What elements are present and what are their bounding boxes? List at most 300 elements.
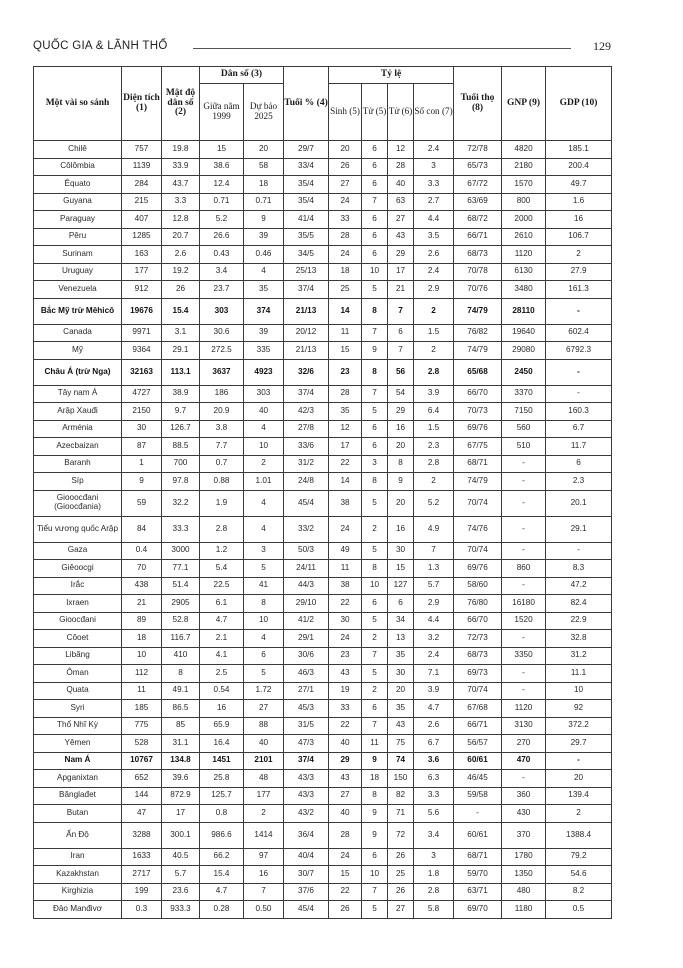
table-cell: 360 <box>502 787 546 805</box>
table-cell: 17 <box>162 805 200 823</box>
table-cell: 303 <box>200 298 244 324</box>
table-cell: 6 <box>362 141 388 159</box>
table-cell: 27 <box>388 211 414 229</box>
table-row <box>34 822 612 848</box>
table-cell: 5 <box>362 490 388 516</box>
table-cell: 70/76 <box>454 281 502 299</box>
table-cell: 25/13 <box>284 263 329 281</box>
table-cell: 2.1 <box>200 630 244 648</box>
table-cell: 63/69 <box>454 193 502 211</box>
table-row <box>34 158 612 176</box>
table-cell: 2 <box>546 246 612 264</box>
table-cell: 29/1 <box>284 630 329 648</box>
table-cell: 5.8 <box>414 901 454 919</box>
col-header-rates: Tỷ lệ <box>329 67 454 84</box>
table-cell: 6 <box>362 420 388 438</box>
table-cell: 23 <box>329 647 362 665</box>
table-cell: 6 <box>362 246 388 264</box>
table-cell: 16 <box>244 866 284 884</box>
table-cell: 1120 <box>502 700 546 718</box>
table-cell: 65/68 <box>454 359 502 385</box>
table-cell: 272.5 <box>200 342 244 360</box>
table-cell: 3.3 <box>414 787 454 805</box>
table-cell: 8.2 <box>546 883 612 901</box>
table-cell: 2 <box>546 805 612 823</box>
table-row <box>34 700 612 718</box>
table-cell: 30.6 <box>200 324 244 342</box>
table-row <box>34 883 612 901</box>
table-cell: 74/79 <box>454 473 502 491</box>
table-cell: 2180 <box>502 158 546 176</box>
table-cell: 652 <box>122 770 162 788</box>
table-cell: 29.1 <box>162 342 200 360</box>
table-cell: 6 <box>388 324 414 342</box>
row-label: Syri <box>34 700 122 718</box>
table-row <box>34 901 612 919</box>
table-cell: 35 <box>329 403 362 421</box>
table-cell: 6 <box>362 176 388 194</box>
table-cell: 2.6 <box>414 717 454 735</box>
table-cell: 1.9 <box>200 490 244 516</box>
table-cell: 5 <box>244 665 284 683</box>
table-row <box>34 805 612 823</box>
table-cell: 59/58 <box>454 787 502 805</box>
table-row <box>34 324 612 342</box>
table-cell: 1.5 <box>414 420 454 438</box>
row-label: Butan <box>34 805 122 823</box>
table-row <box>34 630 612 648</box>
table-cell: 63/71 <box>454 883 502 901</box>
table-cell: 8 <box>388 455 414 473</box>
table-cell: 37/4 <box>284 752 329 770</box>
col-header-gdp: GDP (10) <box>546 67 612 141</box>
table-cell: 24 <box>329 516 362 542</box>
table-cell: 2.9 <box>414 281 454 299</box>
table-cell: 88 <box>244 717 284 735</box>
table-cell: 76/82 <box>454 324 502 342</box>
table-cell: - <box>502 630 546 648</box>
table-cell: 27 <box>329 176 362 194</box>
table-cell: 0.71 <box>244 193 284 211</box>
table-cell: 4.9 <box>414 516 454 542</box>
row-label: Bắc Mỹ trừ Mêhicô <box>34 298 122 324</box>
table-cell: 40 <box>244 403 284 421</box>
table-cell: 31/2 <box>284 455 329 473</box>
table-cell: 3.3 <box>414 176 454 194</box>
table-cell: 2.4 <box>414 141 454 159</box>
table-cell: 200.4 <box>546 158 612 176</box>
table-cell: 31.1 <box>162 735 200 753</box>
table-cell: 37/4 <box>284 281 329 299</box>
table-cell: 56 <box>388 359 414 385</box>
table-cell: 22 <box>329 717 362 735</box>
table-cell: 33.9 <box>162 158 200 176</box>
table-cell: 10 <box>362 866 388 884</box>
table-cell: 3350 <box>502 647 546 665</box>
table-cell: 24 <box>329 193 362 211</box>
table-cell: 9 <box>122 473 162 491</box>
table-cell: 1285 <box>122 228 162 246</box>
table-cell: 150 <box>388 770 414 788</box>
table-cell: 5.2 <box>200 211 244 229</box>
table-cell: 3.4 <box>414 822 454 848</box>
table-cell: 65/73 <box>454 158 502 176</box>
table-cell: 1.3 <box>414 560 454 578</box>
table-cell: 60/61 <box>454 752 502 770</box>
row-label: Ôman <box>34 665 122 683</box>
row-label: Côoet <box>34 630 122 648</box>
table-cell: 40.5 <box>162 848 200 866</box>
table-cell: 35 <box>388 647 414 665</box>
table-cell: 2 <box>362 516 388 542</box>
table-cell: 3637 <box>200 359 244 385</box>
page-number: 129 <box>593 39 611 53</box>
row-label: Surinam <box>34 246 122 264</box>
table-cell: 144 <box>122 787 162 805</box>
table-cell: 35/4 <box>284 193 329 211</box>
table-cell: 74/79 <box>454 298 502 324</box>
row-label: Azecbaizan <box>34 438 122 456</box>
table-row <box>34 665 612 683</box>
table-cell: 186 <box>200 385 244 403</box>
table-cell: 9 <box>244 211 284 229</box>
table-cell: 66/71 <box>454 717 502 735</box>
table-cell: 430 <box>502 805 546 823</box>
table-cell: 43/3 <box>284 770 329 788</box>
table-cell: 21 <box>388 281 414 299</box>
table-cell: 40/4 <box>284 848 329 866</box>
table-cell: 74 <box>388 752 414 770</box>
col-header-area: Diện tích (1) <box>122 67 162 141</box>
table-cell: 1388.4 <box>546 822 612 848</box>
table-cell: 6792.3 <box>546 342 612 360</box>
table-cell: 2150 <box>122 403 162 421</box>
table-cell: 5.7 <box>414 577 454 595</box>
table-cell: 27 <box>244 700 284 718</box>
table-cell: 7 <box>362 647 388 665</box>
table-cell: 5 <box>362 901 388 919</box>
table-cell: 29.1 <box>546 516 612 542</box>
col-header-age: Tuổi % (4) <box>284 67 329 141</box>
table-cell: - <box>546 359 612 385</box>
table-cell: 44/3 <box>284 577 329 595</box>
table-cell: 39.6 <box>162 770 200 788</box>
table-cell: 20 <box>388 490 414 516</box>
table-cell: 25.8 <box>200 770 244 788</box>
table-cell: 29.7 <box>546 735 612 753</box>
table-cell: 82 <box>388 787 414 805</box>
table-cell: 3 <box>414 158 454 176</box>
table-cell: 0.4 <box>122 542 162 560</box>
table-cell: 49 <box>329 542 362 560</box>
table-cell: 68/71 <box>454 848 502 866</box>
row-label: Guyana <box>34 193 122 211</box>
table-cell: - <box>502 577 546 595</box>
table-cell: 89 <box>122 612 162 630</box>
table-cell: 7.7 <box>200 438 244 456</box>
table-cell: 3.5 <box>414 228 454 246</box>
table-cell: 43/2 <box>284 805 329 823</box>
table-cell: 2 <box>414 342 454 360</box>
table-row <box>34 455 612 473</box>
table-cell: - <box>546 298 612 324</box>
table-cell: 0.5 <box>546 901 612 919</box>
table-cell: 1633 <box>122 848 162 866</box>
row-label: Gioocđani <box>34 612 122 630</box>
row-label: Arập Xauđi <box>34 403 122 421</box>
table-cell: 2717 <box>122 866 162 884</box>
table-cell: 26 <box>388 848 414 866</box>
table-cell: 2905 <box>162 595 200 613</box>
row-label: Irắc <box>34 577 122 595</box>
table-cell: 39 <box>244 324 284 342</box>
col-header-death: Tử (5) <box>362 84 388 141</box>
table-cell: 9971 <box>122 324 162 342</box>
table-cell: 27 <box>329 787 362 805</box>
row-label: Mỹ <box>34 342 122 360</box>
table-cell: 2450 <box>502 359 546 385</box>
table-cell: 7 <box>362 385 388 403</box>
statistics-table <box>33 66 612 919</box>
row-label: Ấn Độ <box>34 822 122 848</box>
col-header-pop-2025: Dự báo 2025 <box>244 84 284 141</box>
table-cell: 14 <box>329 298 362 324</box>
table-cell: 35 <box>244 281 284 299</box>
table-cell: 1139 <box>122 158 162 176</box>
table-cell: 74/76 <box>454 516 502 542</box>
table-cell: 3.1 <box>162 324 200 342</box>
table-cell: 8.3 <box>546 560 612 578</box>
table-cell: 16.4 <box>200 735 244 753</box>
table-cell: 185 <box>122 700 162 718</box>
table-cell: 933.3 <box>162 901 200 919</box>
table-cell: 31/5 <box>284 717 329 735</box>
table-cell: 27.9 <box>546 263 612 281</box>
table-cell: 20 <box>244 141 284 159</box>
table-cell: 28 <box>329 228 362 246</box>
table-cell: 8 <box>362 359 388 385</box>
table-cell: 86.5 <box>162 700 200 718</box>
table-cell: 18 <box>329 263 362 281</box>
table-cell: 15 <box>388 560 414 578</box>
table-cell: 9 <box>362 822 388 848</box>
table-cell: 24/8 <box>284 473 329 491</box>
table-row <box>34 473 612 491</box>
table-cell: 45/4 <box>284 901 329 919</box>
table-cell: 32.8 <box>546 630 612 648</box>
table-cell: 65.9 <box>200 717 244 735</box>
table-cell: 34/5 <box>284 246 329 264</box>
table-cell: 29/7 <box>284 141 329 159</box>
table-cell: 9.7 <box>162 403 200 421</box>
table-cell: 0.88 <box>200 473 244 491</box>
table-cell: 127 <box>388 577 414 595</box>
table-cell: 20 <box>546 770 612 788</box>
table-cell: 16 <box>200 700 244 718</box>
table-cell: 47/3 <box>284 735 329 753</box>
table-cell: 125.7 <box>200 787 244 805</box>
table-row <box>34 211 612 229</box>
table-cell: 30 <box>388 665 414 683</box>
table-cell: 4923 <box>244 359 284 385</box>
table-cell: 5.7 <box>162 866 200 884</box>
table-cell: 6 <box>546 455 612 473</box>
table-cell: 79.2 <box>546 848 612 866</box>
col-header-population: Dân số (3) <box>200 67 284 84</box>
table-cell: 29080 <box>502 342 546 360</box>
row-label: Yêmen <box>34 735 122 753</box>
table-cell: 4.7 <box>414 700 454 718</box>
table-cell: 300.1 <box>162 822 200 848</box>
table-cell: 17 <box>329 438 362 456</box>
table-cell: 66/70 <box>454 385 502 403</box>
table-cell: 68/73 <box>454 246 502 264</box>
table-cell: 8 <box>244 595 284 613</box>
table-cell: 40 <box>388 176 414 194</box>
table-cell: 3130 <box>502 717 546 735</box>
table-cell: 4.7 <box>200 612 244 630</box>
table-cell: 48 <box>244 770 284 788</box>
table-cell: 70/74 <box>454 682 502 700</box>
table-row <box>34 848 612 866</box>
row-label: Libăng <box>34 647 122 665</box>
table-cell: 56/57 <box>454 735 502 753</box>
table-cell: 3.4 <box>200 263 244 281</box>
table-cell: 7 <box>388 298 414 324</box>
table-cell: 36/4 <box>284 822 329 848</box>
table-cell: 1.8 <box>414 866 454 884</box>
table-cell: 3.8 <box>200 420 244 438</box>
table-cell: 49.1 <box>162 682 200 700</box>
table-cell: 19.8 <box>162 141 200 159</box>
table-cell: 6 <box>362 595 388 613</box>
row-label: Giooocđani (Gioocđania) <box>34 490 122 516</box>
row-label: Venezuela <box>34 281 122 299</box>
table-cell: 12.8 <box>162 211 200 229</box>
table-cell: 163 <box>122 246 162 264</box>
table-cell: 8 <box>362 473 388 491</box>
table-cell: 5.2 <box>414 490 454 516</box>
table-cell: 33.3 <box>162 516 200 542</box>
table-cell: 77.1 <box>162 560 200 578</box>
table-cell: 2.8 <box>414 359 454 385</box>
table-cell: 16180 <box>502 595 546 613</box>
table-cell: 33 <box>329 700 362 718</box>
table-row <box>34 866 612 884</box>
table-cell: 29 <box>329 752 362 770</box>
table-cell: 284 <box>122 176 162 194</box>
table-cell: 26 <box>162 281 200 299</box>
table-cell: 0.71 <box>200 193 244 211</box>
table-cell: 106.7 <box>546 228 612 246</box>
table-cell: 38.6 <box>200 158 244 176</box>
table-cell: 10 <box>362 577 388 595</box>
table-cell: 68/72 <box>454 211 502 229</box>
table-row <box>34 193 612 211</box>
table-cell: 67/72 <box>454 176 502 194</box>
table-cell: 70 <box>122 560 162 578</box>
table-cell: 24 <box>329 246 362 264</box>
table-body <box>34 141 612 919</box>
table-cell: 3288 <box>122 822 162 848</box>
table-cell: 160.3 <box>546 403 612 421</box>
table-cell: 74/79 <box>454 342 502 360</box>
table-cell: 22 <box>329 883 362 901</box>
table-row <box>34 612 612 630</box>
table-cell: 116.7 <box>162 630 200 648</box>
table-cell: 3.2 <box>414 630 454 648</box>
table-cell: 4 <box>244 516 284 542</box>
row-label: Arménia <box>34 420 122 438</box>
table-cell: 45/4 <box>284 490 329 516</box>
table-cell: 2.8 <box>200 516 244 542</box>
table-cell: 67/68 <box>454 700 502 718</box>
table-cell: 11 <box>329 324 362 342</box>
table-cell: 41/2 <box>284 612 329 630</box>
table-cell: 18 <box>122 630 162 648</box>
table-cell: 26 <box>329 158 362 176</box>
row-label: Kirghizia <box>34 883 122 901</box>
table-cell: 2 <box>244 455 284 473</box>
table-cell: 3 <box>414 848 454 866</box>
table-cell: 23.6 <box>162 883 200 901</box>
table-cell: - <box>546 542 612 560</box>
running-title: QUỐC GIA & LÃNH THỔ <box>33 40 168 52</box>
table-row <box>34 281 612 299</box>
row-label: Ixraen <box>34 595 122 613</box>
table-cell: 1.5 <box>414 324 454 342</box>
table-cell: 2 <box>244 805 284 823</box>
table-cell: 9 <box>362 342 388 360</box>
table-cell: 66/71 <box>454 228 502 246</box>
table-cell: 8 <box>362 560 388 578</box>
table-cell: - <box>502 665 546 683</box>
row-label: Gaza <box>34 542 122 560</box>
table-cell: 28 <box>329 822 362 848</box>
table-cell: 6 <box>362 211 388 229</box>
table-cell: 70/73 <box>454 403 502 421</box>
table-cell: 1.6 <box>546 193 612 211</box>
table-cell: 84 <box>122 516 162 542</box>
table-cell: 21/13 <box>284 342 329 360</box>
row-label: Đảo Manđivơ <box>34 901 122 919</box>
table-cell: 59/70 <box>454 866 502 884</box>
table-cell: 82.4 <box>546 595 612 613</box>
table-cell: 31.2 <box>546 647 612 665</box>
table-cell: 11.7 <box>546 438 612 456</box>
table-cell: 75 <box>388 735 414 753</box>
table-cell: 45/3 <box>284 700 329 718</box>
table-cell: 33 <box>329 211 362 229</box>
table-cell: 374 <box>244 298 284 324</box>
table-cell: 407 <box>122 211 162 229</box>
header-rule <box>193 48 571 49</box>
table-cell: 6 <box>244 647 284 665</box>
table-cell: 24 <box>329 848 362 866</box>
table-cell: 700 <box>162 455 200 473</box>
col-header-gnp: GNP (9) <box>502 67 546 141</box>
table-cell: 43.7 <box>162 176 200 194</box>
table-cell: - <box>502 516 546 542</box>
row-label: Quata <box>34 682 122 700</box>
table-cell: 2.6 <box>414 246 454 264</box>
row-label: Kazakhstan <box>34 866 122 884</box>
table-cell: 2.3 <box>546 473 612 491</box>
table-cell: 8 <box>362 298 388 324</box>
table-cell: 9 <box>362 805 388 823</box>
table-row <box>34 385 612 403</box>
table-cell: 76/80 <box>454 595 502 613</box>
